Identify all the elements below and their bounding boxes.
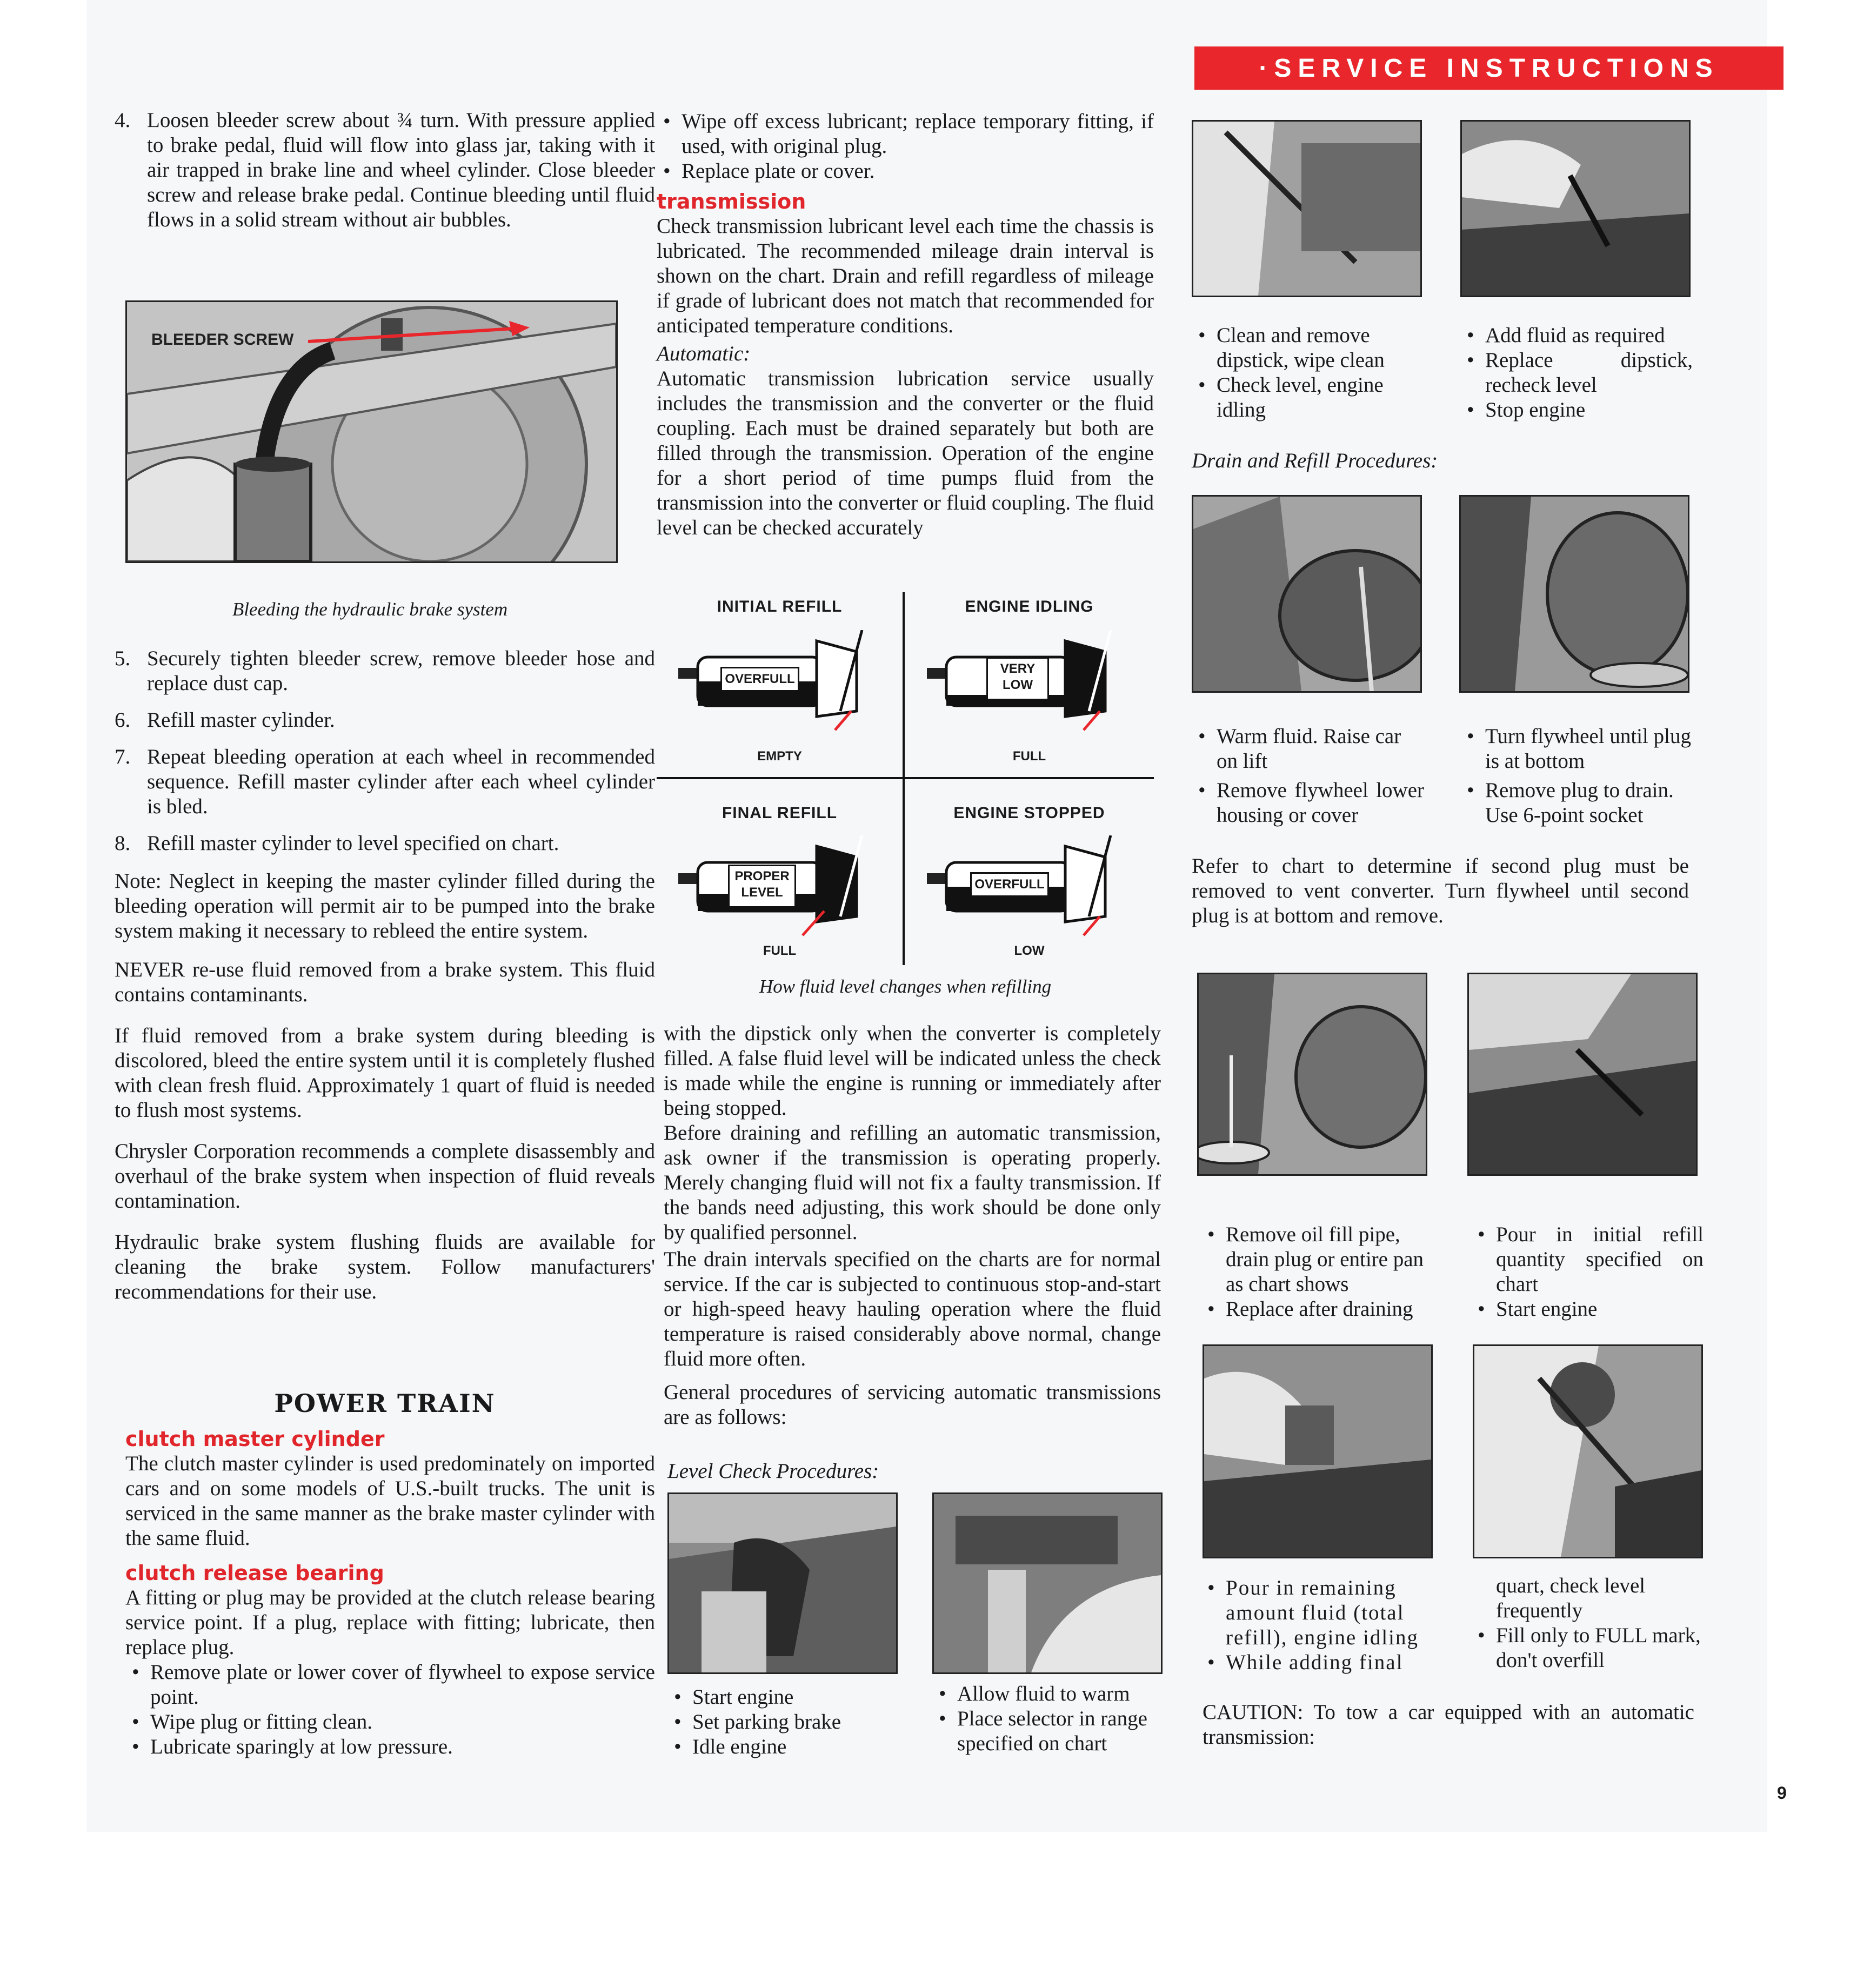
remove-plug-bullet: • Remove plug to drain. Use 6-point socket <box>1460 778 1693 828</box>
power-train-title: POWER TRAIN <box>274 1389 496 1418</box>
fill-only-bullet: • Fill only to FULL mark, don't overfill <box>1471 1623 1704 1673</box>
clutch-bullet-3: • Lubricate sparingly at low pressure. <box>125 1735 655 1759</box>
transmission-text: Check transmission lubricant level each time the chassis is lubricated. The recommended mileage drain interval is shown on the chart. Drain and refill regardless of mileage if grade of lubricant does not match that recommended for anticipated temperature conditions. <box>657 215 1154 337</box>
warm-fluid-bullet: • Warm fluid. Raise car on lift <box>1192 724 1424 774</box>
diagram-caption: How fluid level changes when refilling <box>759 976 1052 997</box>
bleeder-arrow <box>308 319 535 351</box>
photo-pour-initial <box>1467 973 1698 1176</box>
refer-chart-paragraph: Refer to chart to determine if second plug must be removed to vent converter. Turn flywheel until second plug is at bottom and remove. <box>1192 854 1689 927</box>
automatic-label: Automatic: <box>657 342 751 365</box>
replace-dipstick-bullet: • Replace dipstick, recheck level <box>1460 348 1693 398</box>
photo-remove-plug <box>1459 495 1689 693</box>
full-label-final: FULL <box>763 943 797 958</box>
empty-label: EMPTY <box>757 749 802 764</box>
start-engine-bullet: • Start engine <box>667 1685 894 1710</box>
flushing-fluids-paragraph: Hydraulic brake system flushing fluids are available for cleaning the brake system. Follow manufacturers' recommendations for their use. <box>115 1230 655 1303</box>
idle-engine-bullet: • Idle engine <box>667 1735 894 1759</box>
pour-remaining-bullet: • Pour in remaining amount fluid (total refill), engine idling <box>1201 1576 1433 1650</box>
photo-check-level <box>1473 1344 1703 1558</box>
general-procedures-paragraph: General procedures of servicing automatic transmissions are as follows: <box>664 1381 1161 1429</box>
automatic-text: Automatic transmission lubrication service usually includes the transmission and the converter or the fluid coupling. Each must be drained separately but both are filled through the transmission. Operation of the engine for a short period of time pumps fluid from the transmission into the converter or fluid coupling. The fluid level can be checked accurately <box>657 367 1154 539</box>
photo-remove-dipstick <box>1192 120 1422 297</box>
step-8-num: 8. <box>115 832 131 855</box>
note-paragraph: Note: Neglect in keeping the master cylinder filled during the bleeding operation will permit air to be pumped into the brake system making it necessary to rebleed the entire system. <box>115 869 655 942</box>
clean-dipstick-bullet: • Clean and remove dipstick, wipe clean <box>1192 323 1424 373</box>
engine-stopped-title: ENGINE STOPPED <box>953 804 1105 822</box>
replace-after-draining-bullet: • Replace after draining <box>1201 1297 1433 1322</box>
overfull-tag-initial: OVERFULL <box>720 667 799 692</box>
wipe-lubricant-bullet: • Wipe off excess lubricant; replace temporary fitting, if used, with original plug. <box>657 109 1154 159</box>
check-level-frequently: quart, check level frequently <box>1496 1574 1646 1622</box>
overfull-tag-stopped: OVERFULL <box>970 872 1049 897</box>
level-check-label: Level Check Procedures: <box>667 1460 879 1483</box>
page-number: 9 <box>1777 1783 1787 1803</box>
final-refill-title: FINAL REFILL <box>722 804 838 822</box>
check-level-idling-bullet: • Check level, engine idling <box>1192 373 1424 423</box>
step-6 <box>115 708 655 733</box>
photo-pour-remaining <box>1203 1344 1433 1558</box>
chrysler-paragraph: Chrysler Corporation recommends a complete disassembly and overhaul of the brake system when inspection of fluid reveals contamination. <box>115 1140 655 1213</box>
page-sheet <box>86 0 1787 1832</box>
step-5-num: 5. <box>115 647 131 670</box>
drain-intervals-paragraph: The drain intervals specified on the charts are for normal service. If the car is subjected to continuous stop-and-start or high-speed heavy hauling operation where the fluid temperature is raised considerably above normal, change fluid more often. <box>664 1248 1161 1370</box>
remove-flywheel-bullet: • Remove flywheel lower housing or cover <box>1192 778 1424 828</box>
header-bar: ·SERVICE INSTRUCTIONS <box>1194 46 1783 90</box>
photo-place-selector <box>932 1492 1163 1674</box>
place-selector-bullet: • Place selector in range specified on chart <box>932 1706 1159 1756</box>
photo-start-engine <box>667 1492 898 1674</box>
step-7-num: 7. <box>115 745 131 768</box>
proper-level-tag: PROPER LEVEL <box>728 865 796 908</box>
brake-figure-caption: Bleeding the hydraulic brake system <box>232 599 508 620</box>
step-8 <box>115 831 655 856</box>
photo-raise-car <box>1192 495 1422 693</box>
bleeder-screw-label: BLEEDER SCREW <box>151 331 294 349</box>
diagram-horizontal-divider <box>657 777 1154 779</box>
before-draining-paragraph: Before draining and refilling an automatic transmission, ask owner if the transmission is operating properly. Merely changing fluid will not fix a faulty transmission. If the bands need adjusting, this work should be done only by qualified personnel. <box>664 1121 1161 1244</box>
step-4-num: 4. <box>115 109 131 132</box>
never-reuse-paragraph: NEVER re-use fluid removed from a brake system. This fluid contains contaminants. <box>115 958 655 1006</box>
photo-remove-fill-pipe <box>1197 973 1427 1176</box>
caution-paragraph: CAUTION: To tow a car equipped with an automatic transmission: <box>1203 1701 1694 1749</box>
clutch-bullet-1: • Remove plate or lower cover of flywheel to expose service point. <box>125 1660 655 1710</box>
start-engine-right-bullet: • Start engine <box>1471 1297 1704 1322</box>
step-6-text: Refill master cylinder. <box>147 708 335 732</box>
add-fluid-bullet: • Add fluid as required <box>1460 323 1693 348</box>
flush-paragraph: If fluid removed from a brake system during bleeding is discolored, bleed the entire system until it is completely flushed with clean fresh fluid. Approximately 1 quart of fluid is needed to flush most systems. <box>115 1024 655 1122</box>
clutch-release-text: A fitting or plug may be provided at the clutch release bearing service point. If a plug, replace with fitting; lubricate, then replace plug. <box>125 1586 655 1659</box>
clutch-release-heading: clutch release bearing <box>125 1561 384 1585</box>
clutch-master-text: The clutch master cylinder is used predominately on imported cars and on some models of U.S.-built trucks. The unit is serviced in the same manner as the brake master cylinder with the same fluid. <box>125 1452 655 1550</box>
dipstick-paragraph: with the dipstick only when the converter is completely filled. A false fluid level will be indicated unless the check is made while the engine is running or immediately after being stopped. <box>664 1022 1161 1120</box>
remove-fill-pipe-bullet: • Remove oil fill pipe, drain plug or entire pan as chart shows <box>1201 1222 1433 1297</box>
transmission-heading: transmission <box>657 190 806 213</box>
step-5-text: Securely tighten bleeder screw, remove bleeder hose and replace dust cap. <box>147 647 655 695</box>
while-adding-bullet: • While adding final <box>1201 1650 1433 1675</box>
parking-brake-bullet: • Set parking brake <box>667 1710 894 1735</box>
engine-idling-title: ENGINE IDLING <box>965 598 1094 615</box>
step-8-text: Refill master cylinder to level specified on chart. <box>147 832 559 855</box>
step-6-num: 6. <box>115 708 131 732</box>
clutch-master-heading: clutch master cylinder <box>125 1427 385 1451</box>
low-label: LOW <box>1014 943 1045 958</box>
stop-engine-bullet: • Stop engine <box>1460 398 1693 423</box>
initial-refill-title: INITIAL REFILL <box>717 598 843 615</box>
pour-initial-bullet: • Pour in initial refill quantity specified on chart <box>1471 1222 1704 1297</box>
step-4-text: Loosen bleeder screw about ¾ turn. With pressure applied to brake pedal, fluid will flow into glass jar, taking with it air trapped in brake line and wheel cylinder. Close bleeder screw and release brake pedal. Continue bleeding until fluid flows in a solid stream without air bubbles. <box>147 109 655 231</box>
drain-refill-label: Drain and Refill Procedures: <box>1192 449 1438 472</box>
fluid-level-diagram <box>657 592 1154 965</box>
clutch-bullet-2: • Wipe plug or fitting clean. <box>125 1710 655 1735</box>
step-5 <box>115 646 655 696</box>
step-7 <box>115 745 655 819</box>
turn-flywheel-bullet: • Turn flywheel until plug is at bottom <box>1460 724 1693 774</box>
very-low-tag: VERY LOW <box>986 657 1049 700</box>
photo-add-fluid <box>1460 120 1691 297</box>
step-7-text: Repeat bleeding operation at each wheel in recommended sequence. Refill master cylinder after each wheel cylinder is bled. <box>147 745 655 818</box>
allow-fluid-warm-bullet: • Allow fluid to warm <box>932 1682 1159 1706</box>
step-4 <box>115 108 655 232</box>
replace-plate-bullet: • Replace plate or cover. <box>657 159 1154 184</box>
full-label-idling: FULL <box>1012 749 1046 764</box>
